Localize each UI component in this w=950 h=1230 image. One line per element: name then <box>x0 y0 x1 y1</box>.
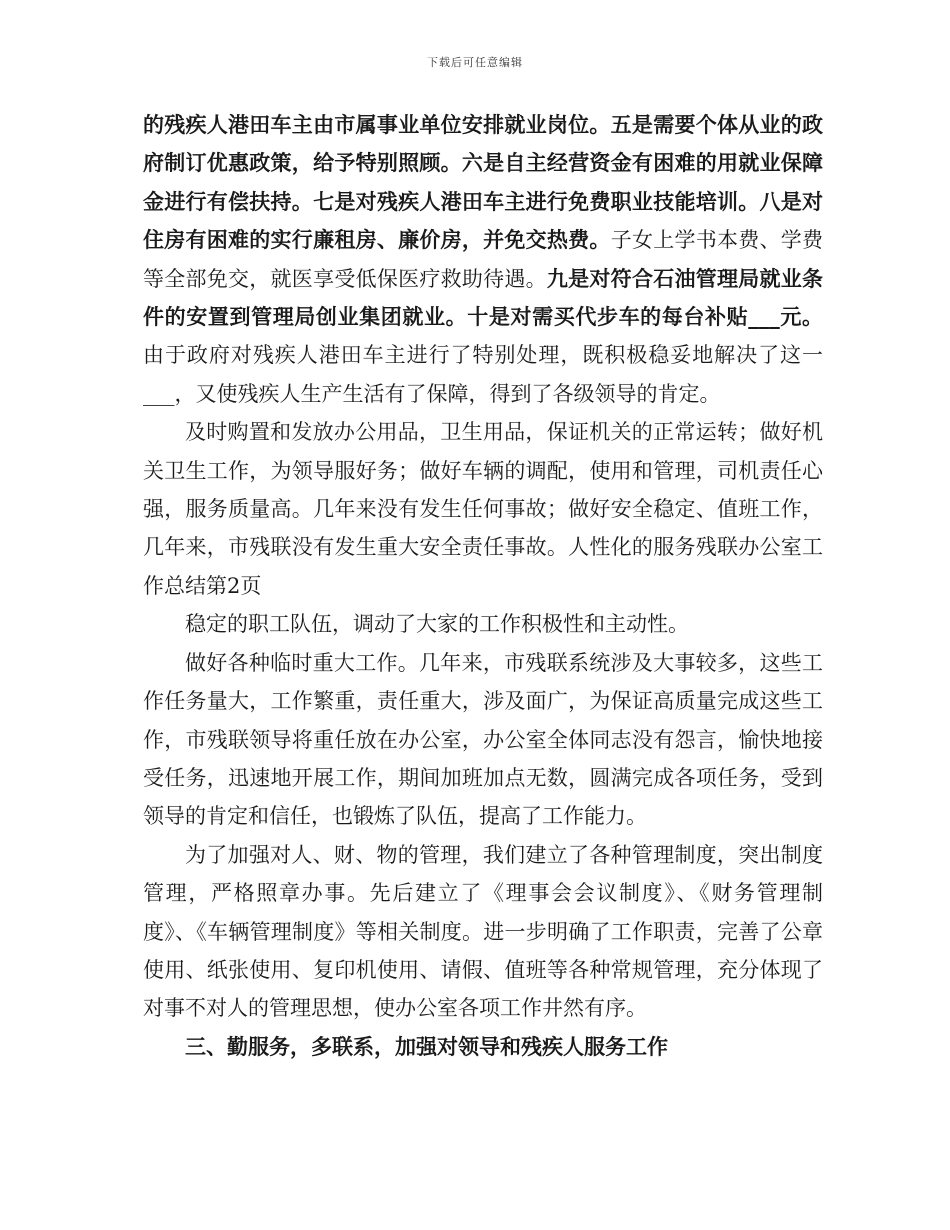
paragraph-staff-team: 稳定的职工队伍，调动了大家的工作积极性和主动性。 <box>185 612 689 637</box>
page-header: 下载后可任意编辑 <box>427 56 523 69</box>
paragraph-office-supplies: 及时购置和发放办公用品，卫生用品，保证机关的正常运转；做好机关卫生工作，为领导服好务；做好车辆的调配，使用和管理，司机责任心强，服务质量高。几年来没有发生任何事故；做好安全稳定、值班工作，几年来，市残联没有发生重大安全责任事故。人性化的服务残联办公室工作总结第2页 <box>143 420 823 598</box>
measures-bold-part-1: 的残疾人港田车主由市属事业单位安排就业岗位。五是需要个体从业的政府制订优惠政策，给予特别照顾。六是自主经营资金有困难的用就业保障金进行有偿扶持。七是对残疾人港田车主进行免费职业技能培训。八是对住房有困难的实行廉租房、廉价房，并免交热费。 <box>143 112 823 253</box>
paragraph-management-rules: 为了加强对人、财、物的管理，我们建立了各种管理制度，突出制度管理，严格照章办事。先后建立了《理事会会议制度》、《财务管理制度》、《车辆管理制度》等相关制度。进一步明确了工作职责，完善了公章使用、纸张使用、复印机使用、请假、值班等各种常规管理，充分体现了对事不对人的管理思想，使办公室各项工作井然有序。 <box>143 842 823 1021</box>
measures-normal-part-2: 由于政府对残疾人港田车主进行了特别处理，既积极稳妥地解决了这一___，又使残疾人生产生活有了保障，得到了各级领导的肯定。 <box>143 343 823 406</box>
paragraph-major-tasks: 做好各种临时重大工作。几年来，市残联系统涉及大事较多，这些工作任务量大，工作繁重，责任重大，涉及面广，为保证高质量完成这些工作，市残联领导将重任放在办公室，办公室全体同志没有怨言，愉快地接受任务，迅速地开展工作，期间加班加点无数，圆满完成各项任务，受到领导的肯定和信任，也锻炼了队伍，提高了工作能力。 <box>143 650 823 829</box>
measures-bold-part-2: 九是对符合石油管理局就业条件的安置到管理局创业集团就业。十是对需买代步车的每台补贴___元。 <box>143 265 824 330</box>
measures-normal-part-1: 子女上学书本费、学费等全部免交，就医享受低保医疗救助待遇。 <box>143 228 824 291</box>
document-body <box>143 106 823 1066</box>
section-heading-3: 三、勤服务，多联系，加强对领导和残疾人服务工作 <box>185 1033 668 1059</box>
paragraph-measures <box>143 106 823 413</box>
